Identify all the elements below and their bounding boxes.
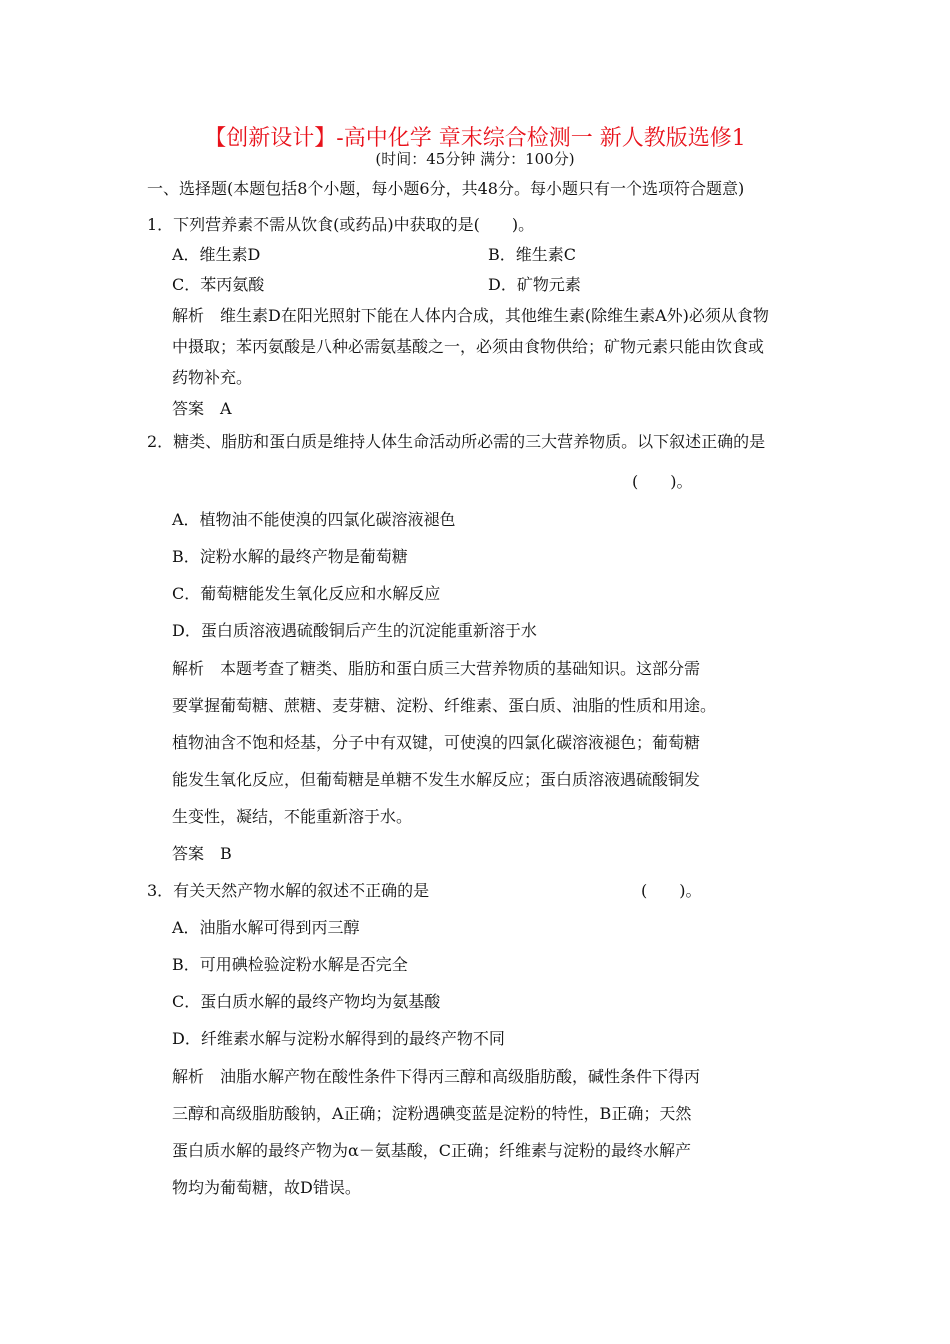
question-3-option-c: C．蛋白质水解的最终产物均为氨基酸 <box>172 992 441 1011</box>
question-3-analysis-line: 解析 油脂水解产物在酸性条件下得丙三醇和高级脂肪酸，碱性条件下得丙 <box>172 1067 701 1086</box>
question-2-answer-blank: ( )。 <box>632 472 693 491</box>
question-3-analysis-line: 物均为葡萄糖，故D错误。 <box>172 1178 361 1197</box>
question-2-analysis-line: 解析 本题考查了糖类、脂肪和蛋白质三大营养物质的基础知识。这部分需 <box>172 659 701 678</box>
question-3-analysis-line: 三醇和高级脂肪酸钠，A正确；淀粉遇碘变蓝是淀粉的特性，B正确；天然 <box>172 1104 692 1123</box>
question-3-option-b: B．可用碘检验淀粉水解是否完全 <box>172 955 408 974</box>
question-1-option-d: D．矿物元素 <box>488 275 581 294</box>
question-2-answer: 答案 B <box>172 844 232 863</box>
question-2-analysis-line: 要掌握葡萄糖、蔗糖、麦芽糖、淀粉、纤维素、蛋白质、油脂的性质和用途。 <box>172 696 717 715</box>
question-2-option-a: A．植物油不能使溴的四氯化碳溶液褪色 <box>172 510 456 529</box>
question-3-option-a: A．油脂水解可得到丙三醇 <box>172 918 360 937</box>
question-3-option-d: D．纤维素水解与淀粉水解得到的最终产物不同 <box>172 1029 505 1048</box>
question-2-option-d: D．蛋白质溶液遇硫酸铜后产生的沉淀能重新溶于水 <box>172 621 537 640</box>
question-1-analysis-line: 解析 维生素D在阳光照射下能在人体内合成，其他维生素(除维生素A外)必须从食物 <box>172 306 769 325</box>
exam-info: (时间：45分钟 满分：100分) <box>375 150 575 168</box>
question-2-analysis-line: 生变性，凝结，不能重新溶于水。 <box>172 807 413 826</box>
question-2-analysis-line: 植物油含不饱和烃基，分子中有双键，可使溴的四氯化碳溶液褪色；葡萄糖 <box>172 733 701 752</box>
question-1-option-b: B．维生素C <box>488 245 577 264</box>
question-3-stem: 3．有关天然产物水解的叙述不正确的是 <box>147 881 430 900</box>
question-2-option-b: B．淀粉水解的最终产物是葡萄糖 <box>172 547 408 566</box>
question-2-option-c: C．葡萄糖能发生氧化反应和水解反应 <box>172 584 441 603</box>
question-2-stem: 2．糖类、脂肪和蛋白质是维持人体生命活动所必需的三大营养物质。以下叙述正确的是 <box>147 432 766 451</box>
question-3-answer-blank: ( )。 <box>641 881 702 900</box>
question-1-option-c: C．苯丙氨酸 <box>172 275 265 294</box>
document-title: 【创新设计】-高中化学 章末综合检测一 新人教版选修1 <box>204 126 746 151</box>
question-1-analysis-line: 中摄取；苯丙氨酸是八种必需氨基酸之一，必须由食物供给；矿物元素只能由饮食或 <box>172 337 765 356</box>
question-1-stem: 1．下列营养素不需从饮食(或药品)中获取的是( )。 <box>147 215 535 234</box>
question-3-analysis-line: 蛋白质水解的最终产物为α－氨基酸，C正确；纤维素与淀粉的最终水解产 <box>172 1141 692 1160</box>
question-1-answer: 答案 A <box>172 399 232 418</box>
question-1-option-a: A．维生素D <box>172 245 261 264</box>
section-heading: 一、选择题(本题包括8个小题，每小题6分，共48分。每小题只有一个选项符合题意) <box>147 179 745 198</box>
question-1-analysis-line: 药物补充。 <box>172 368 253 387</box>
question-2-analysis-line: 能发生氧化反应，但葡萄糖是单糖不发生水解反应；蛋白质溶液遇硫酸铜发 <box>172 770 701 789</box>
